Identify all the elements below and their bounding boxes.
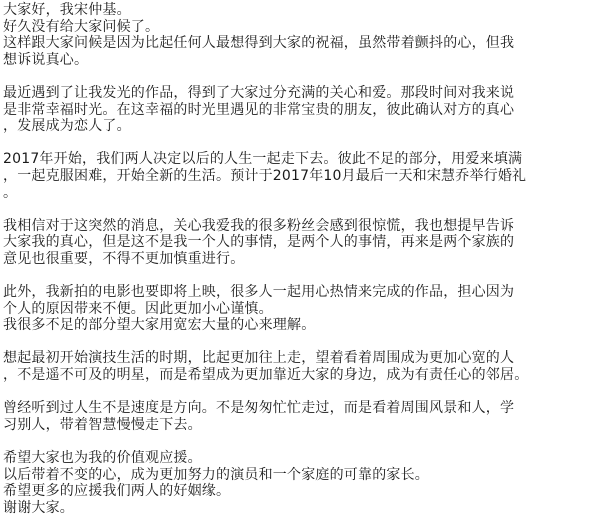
text-line: 曾经听到过人生不是速度是方向。不是匆匆忙忙走过，而是看着周围风景和人，学 bbox=[3, 400, 515, 417]
paragraph-greeting bbox=[3, 2, 603, 68]
text-line: 2017年开始，我们两人决定以后的人生一起走下去。彼此不足的部分，用爱来填满 bbox=[3, 151, 523, 168]
text-line: 这样跟大家问候是因为比起任何人最想得到大家的祝福，虽然带着颤抖的心，但我 bbox=[3, 35, 515, 52]
paragraph-career bbox=[3, 350, 603, 383]
text-line: ，发展成为恋人了。 bbox=[3, 118, 131, 135]
paragraph-fans bbox=[3, 218, 603, 268]
text-line: 想诉说真心。 bbox=[3, 51, 89, 68]
text-line: 我相信对于这突然的消息，关心我爱我的很多粉丝会感到很惊慌，我也想提早告诉 bbox=[3, 217, 515, 234]
text-line: 好久没有给大家问候了。 bbox=[3, 18, 160, 35]
paragraph-movie bbox=[3, 284, 603, 334]
text-line: 谢谢大家。 bbox=[3, 499, 74, 516]
text-line: 我很多不足的部分望大家用宽宏大量的心来理解。 bbox=[3, 317, 316, 334]
text-line: 最近遇到了让我发光的作品，得到了大家过分充满的关心和爱。那段时间对我来说 bbox=[3, 84, 515, 101]
text-line: ，不是遥不可及的明星，而是希望成为更加靠近大家的身边，成为有责任心的邻居。 bbox=[3, 367, 529, 384]
paragraph-work bbox=[3, 85, 603, 135]
text-line: 大家我的真心，但是这不是我一个人的事情，是两个人的事情，再来是两个家族的 bbox=[3, 234, 515, 251]
text-line: 此外，我新拍的电影也要即将上映，很多人一起用心热情来完成的作品，担心因为 bbox=[3, 284, 515, 301]
paragraph-wedding bbox=[3, 151, 603, 201]
text-line: 。 bbox=[3, 184, 18, 201]
text-line: 希望更多的应援我们两人的好姻缘。 bbox=[3, 483, 231, 500]
text-line: 大家好，我宋仲基。 bbox=[3, 2, 131, 18]
document-body bbox=[3, 2, 603, 516]
text-line: 希望大家也为我的价值观应援。 bbox=[3, 450, 202, 467]
text-line: 个人的原因带来不便。因此更加小心谨慎。 bbox=[3, 300, 273, 317]
text-line: 想起最初开始演技生活的时期，比起更加往上走，望着看着周围成为更加心宽的人 bbox=[3, 350, 515, 367]
text-line: 意见也很重要，不得不更加慎重进行。 bbox=[3, 250, 245, 267]
text-line: 以后带着不变的心，成为更加努力的演员和一个家庭的可靠的家长。 bbox=[3, 466, 429, 483]
text-line: 习别人，带着智慧慢慢走下去。 bbox=[3, 416, 202, 433]
paragraph-direction bbox=[3, 400, 603, 433]
paragraph-closing bbox=[3, 450, 603, 516]
text-line: ，一起克服困难，开始全新的生活。预计于2017年10月最后一天和宋慧乔举行婚礼 bbox=[3, 167, 527, 184]
text-line: 是非常幸福时光。在这幸福的时光里遇见的非常宝贵的朋友，彼此确认对方的真心 bbox=[3, 101, 515, 118]
